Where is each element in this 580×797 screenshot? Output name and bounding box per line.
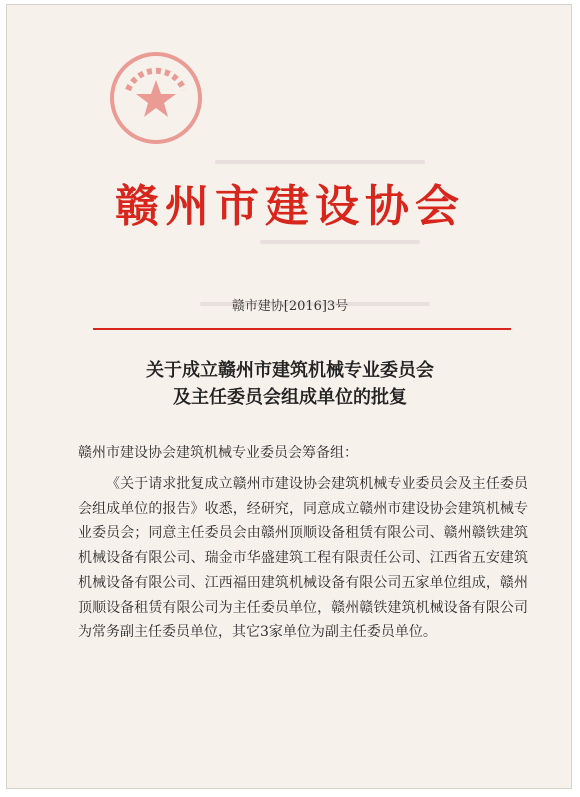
- document-subject-line-1: 关于成立赣州市建筑机械专业委员会: [146, 360, 434, 381]
- letterhead-divider: [93, 328, 511, 330]
- addressee: 赣州市建设协会建筑机械专业委员会筹备组：: [78, 445, 358, 461]
- show-through-mark: [215, 160, 425, 164]
- show-through-mark: [260, 240, 420, 244]
- body-paragraph: 《关于请求批复成立赣州市建设协会建筑机械专业委员会及主任委员会组成单位的报告》收悉，经研究，同意成立赣州市建设协会建筑机械专业委员会；同意主任委员会由赣州顶顺设备租赁有限公司、赣州赣铁建筑机械设备有限公司、瑞金市华盛建筑工程有限责任公司、江西省五安建筑机械设备有限公司、江西福田建筑机械设备有限公司五家单位组成，赣州顶顺设备租赁有限公司为主任委员单位，赣州赣铁建筑机械设备有限公司为常务副主任委员单位，其它3家单位为副主任委员单位。: [78, 476, 528, 641]
- seal-stamp-icon: [108, 50, 204, 146]
- letterhead-title: 赣州市建设协会: [115, 181, 465, 232]
- document-number: 赣市建协[2016]3号: [231, 299, 349, 314]
- document-subject-line-2: 及主任委员会组成单位的批复: [173, 387, 407, 408]
